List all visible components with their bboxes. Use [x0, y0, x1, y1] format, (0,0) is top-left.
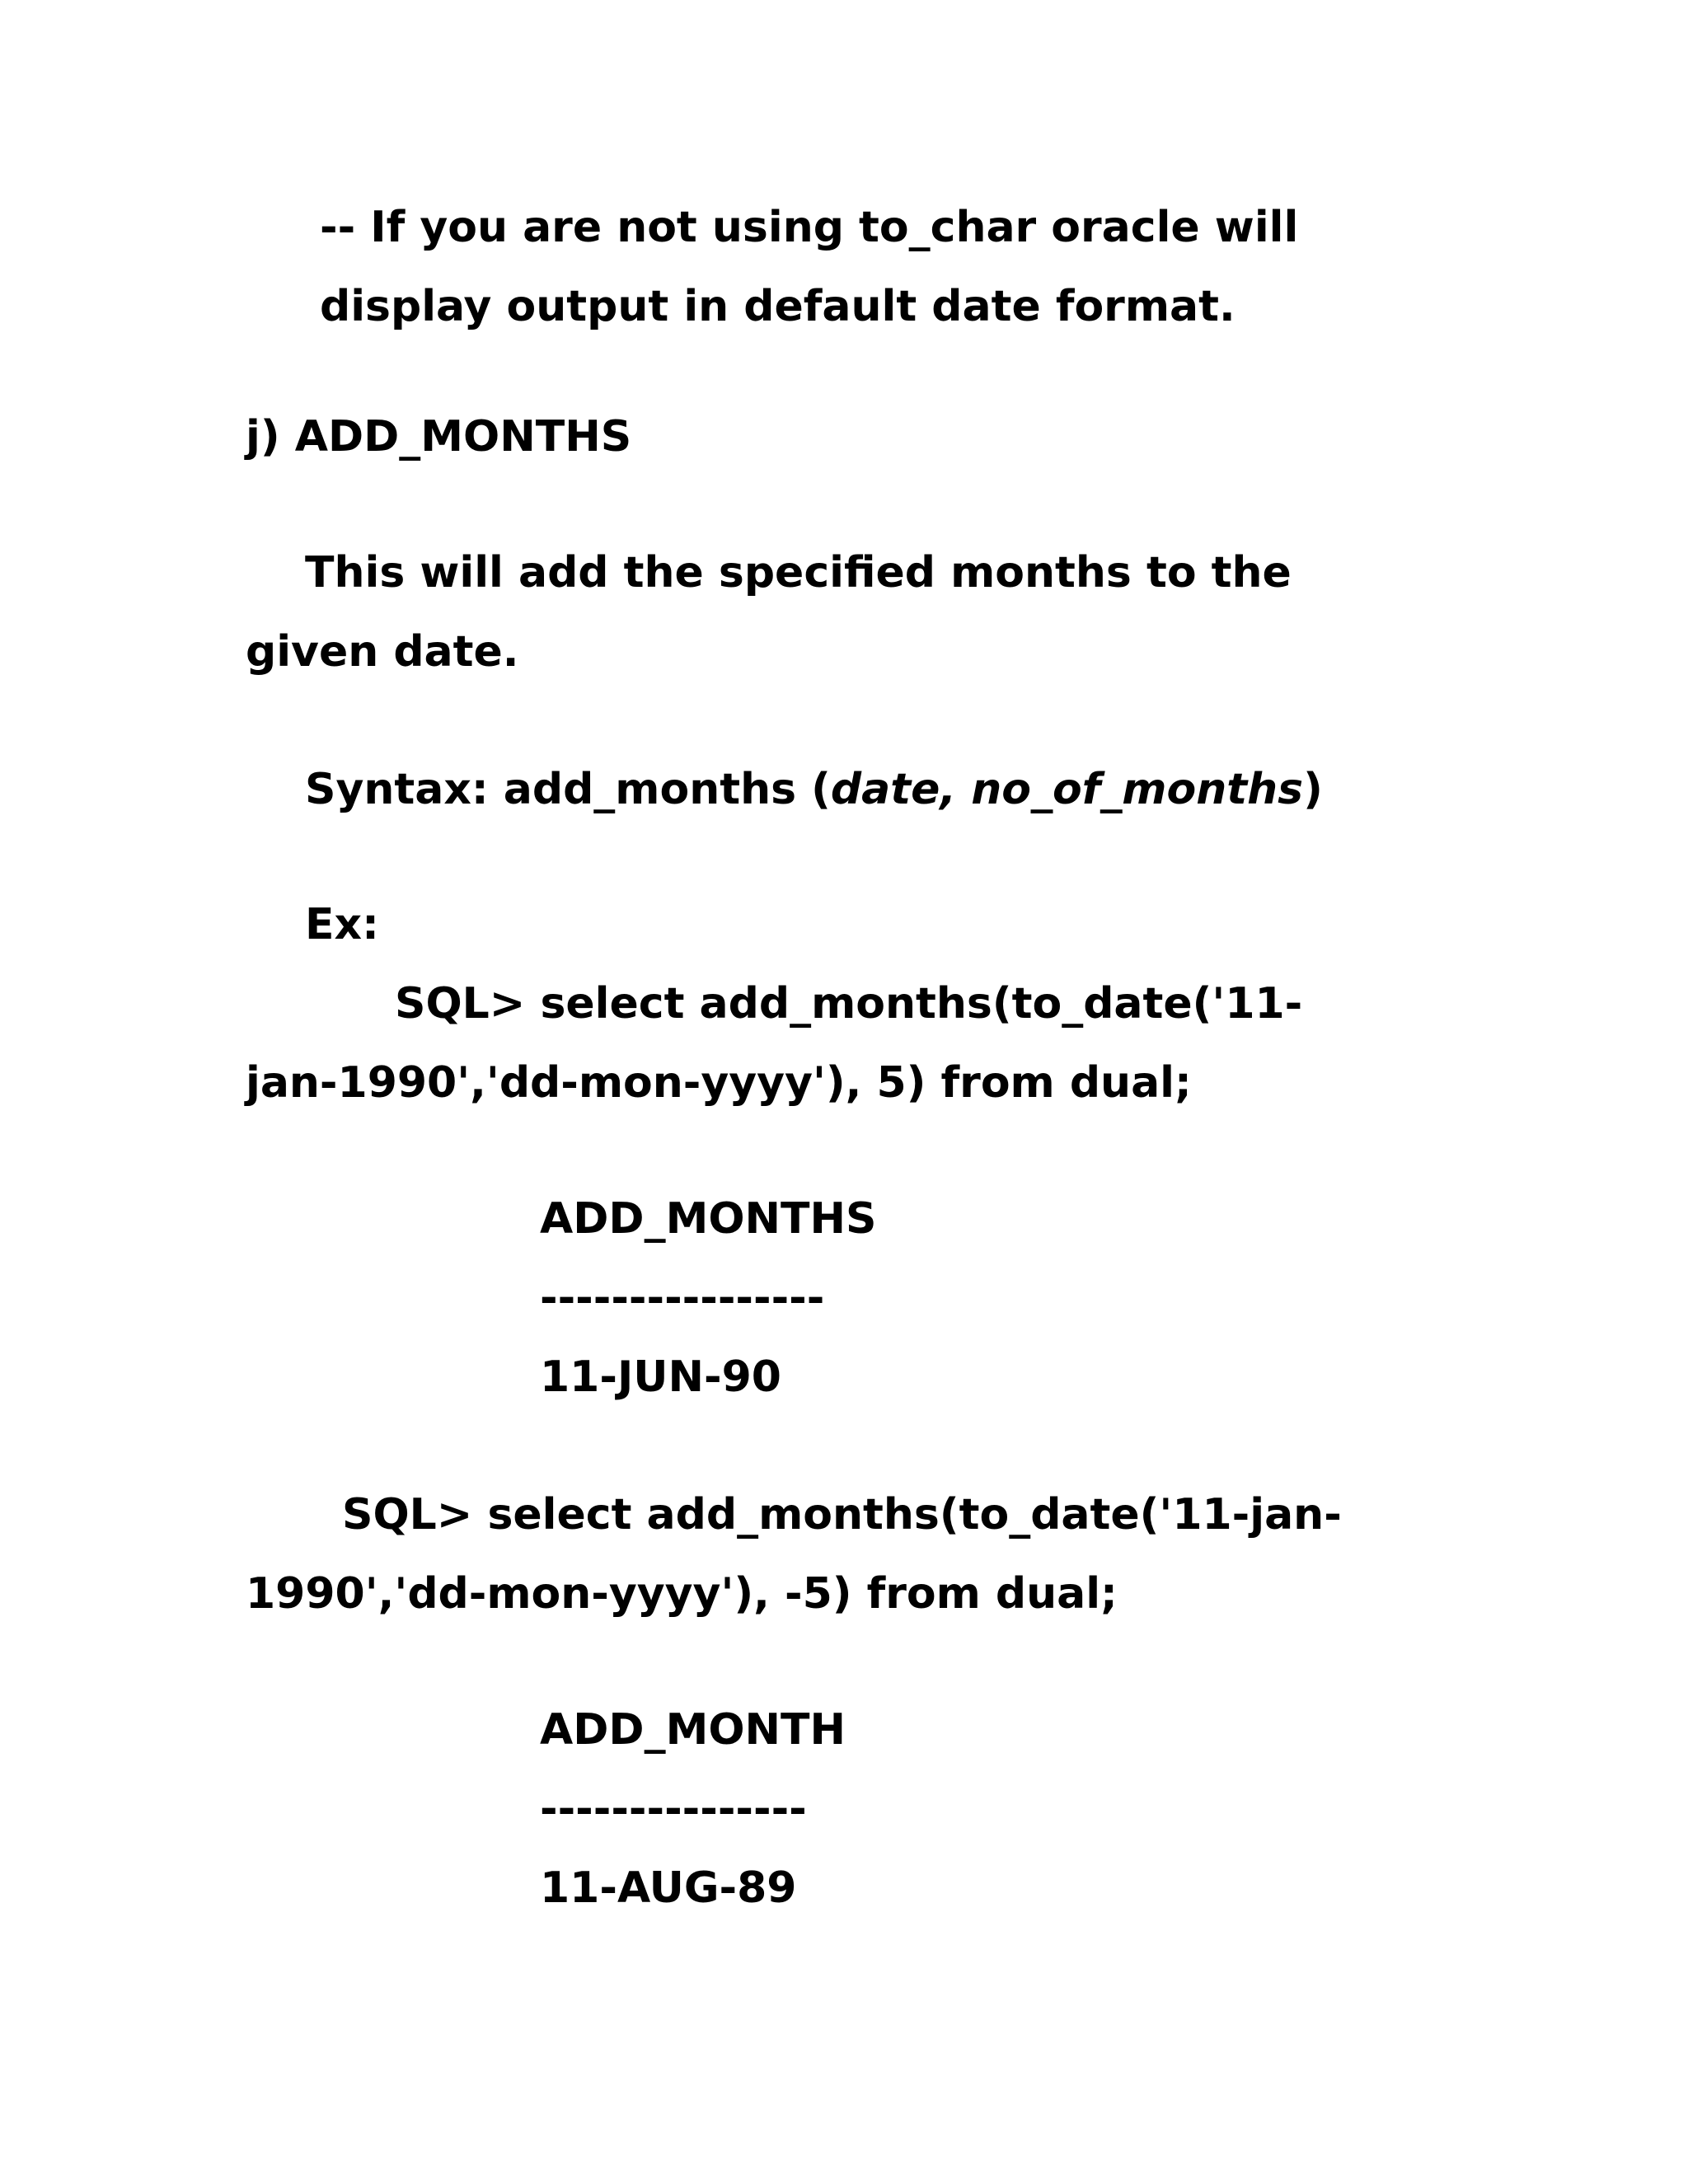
example2-sql-line-2: 1990','dd-mon-yyyy'), -5) from dual; [246, 1569, 1118, 1619]
section-heading: j) ADD_MONTHS [246, 412, 632, 462]
example1-sql-line-2: jan-1990','dd-mon-yyyy'), 5) from dual; [246, 1058, 1192, 1108]
syntax-args: date, no_of_months [830, 765, 1304, 814]
note-line-1: -- If you are not using to_char oracle will [320, 203, 1299, 252]
example2-result: 11-AUG-89 [540, 1863, 797, 1913]
description-line-1: This will add the specified months to the [305, 548, 1292, 598]
example2-column-header: ADD_MONTH [540, 1705, 846, 1755]
example1-column-header: ADD_MONTHS [540, 1194, 877, 1244]
description-line-2: given date. [246, 627, 519, 677]
example1-separator: ---------------- [540, 1273, 825, 1323]
example1-result: 11-JUN-90 [540, 1352, 781, 1402]
syntax-line [305, 765, 1323, 814]
syntax-suffix: ) [1303, 765, 1323, 814]
syntax-prefix: Syntax: add_months ( [305, 765, 831, 814]
example1-sql-line-1: SQL> select add_months(to_date('11- [395, 979, 1303, 1029]
example2-sql-line-1: SQL> select add_months(to_date('11-jan- [342, 1490, 1342, 1540]
example2-separator: --------------- [540, 1784, 807, 1834]
note-line-2: display output in default date format. [320, 282, 1236, 331]
example-label: Ex: [305, 900, 379, 949]
